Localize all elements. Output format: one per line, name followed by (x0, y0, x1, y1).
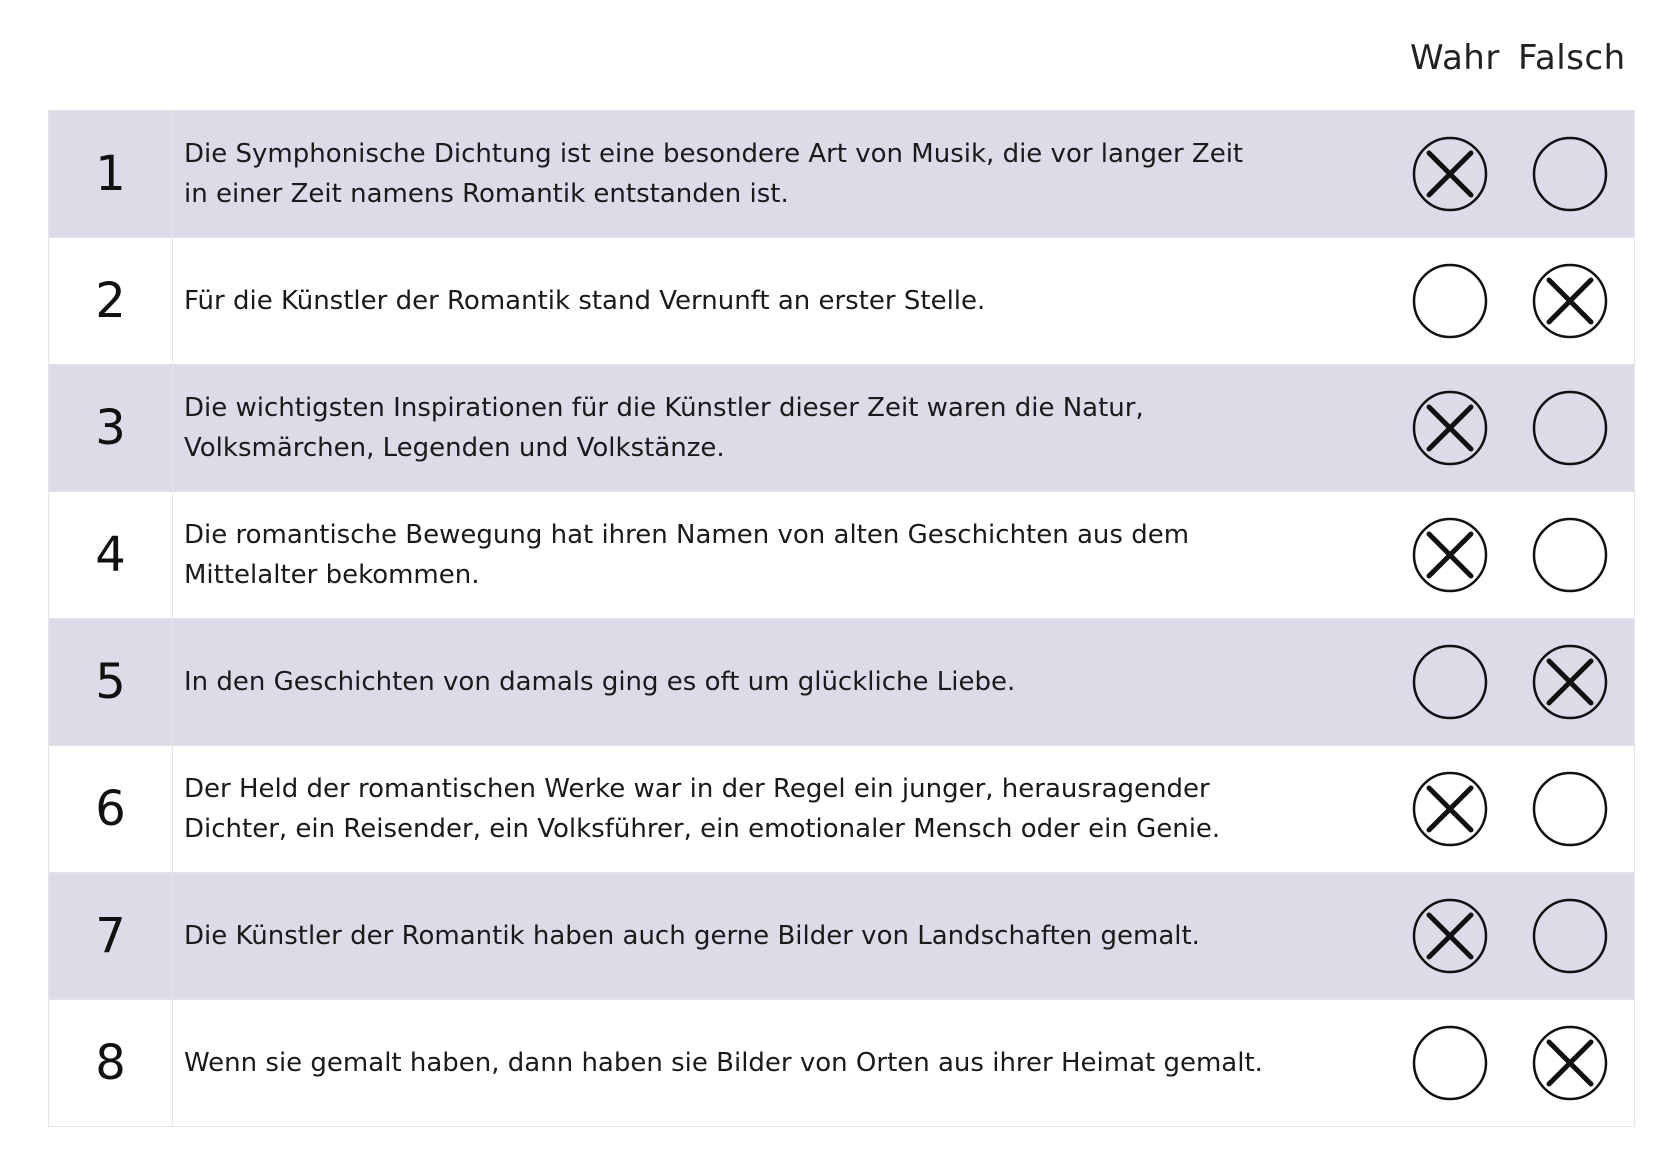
true-checkbox[interactable] (1411, 389, 1489, 467)
circle-icon (1531, 770, 1609, 848)
circle-icon (1531, 389, 1609, 467)
false-checkbox[interactable] (1531, 643, 1609, 721)
true-checkbox[interactable] (1411, 1024, 1489, 1102)
cross-mark-icon (1411, 770, 1489, 848)
false-column-label: Falsch (1518, 38, 1626, 78)
answer-marks (1407, 746, 1627, 872)
row-number: 3 (49, 365, 173, 491)
statement-text: Die wichtigsten Inspirationen für die Künstler dieser Zeit waren die Natur, Volksmärchen, Legenden und Volkstänze. (184, 393, 1144, 463)
circle-icon (1411, 643, 1489, 721)
answer-marks (1407, 111, 1627, 237)
cross-mark-icon (1411, 135, 1489, 213)
statement-text: Der Held der romantischen Werke war in der Regel ein junger, herausragender Dichter, ein Reisender, ein Volksführer, ein emotionaler Mensch oder ein Genie. (184, 774, 1221, 844)
true-checkbox[interactable] (1411, 643, 1489, 721)
false-checkbox[interactable] (1531, 135, 1609, 213)
row-number: 1 (49, 111, 173, 237)
row-number: 7 (49, 873, 173, 999)
row-number: 5 (49, 619, 173, 745)
false-checkbox[interactable] (1531, 262, 1609, 340)
table-row (49, 999, 1634, 1126)
cross-mark-icon (1531, 643, 1609, 721)
false-checkbox[interactable] (1531, 770, 1609, 848)
circle-icon (1531, 135, 1609, 213)
answer-marks (1407, 873, 1627, 999)
answer-marks (1407, 365, 1627, 491)
false-checkbox[interactable] (1531, 897, 1609, 975)
row-number: 2 (49, 238, 173, 364)
answer-marks (1407, 492, 1627, 618)
circle-icon (1531, 897, 1609, 975)
row-number: 8 (49, 1000, 173, 1126)
answer-column-header (1400, 38, 1640, 82)
table-row (49, 364, 1634, 491)
statement-text: In den Geschichten von damals ging es oft um glückliche Liebe. (184, 667, 1016, 697)
circle-icon (1531, 516, 1609, 594)
table-row (49, 111, 1634, 237)
cross-mark-icon (1531, 1024, 1609, 1102)
true-column-label: Wahr (1410, 38, 1500, 78)
false-checkbox[interactable] (1531, 389, 1609, 467)
row-number: 4 (49, 492, 173, 618)
statement-text: Die Künstler der Romantik haben auch gerne Bilder von Landschaften gemalt. (184, 921, 1200, 951)
true-checkbox[interactable] (1411, 770, 1489, 848)
table-row (49, 237, 1634, 364)
false-checkbox[interactable] (1531, 516, 1609, 594)
answer-marks (1407, 1000, 1627, 1126)
cross-mark-icon (1531, 262, 1609, 340)
true-checkbox[interactable] (1411, 262, 1489, 340)
cross-mark-icon (1411, 389, 1489, 467)
table-row (49, 618, 1634, 745)
true-checkbox[interactable] (1411, 135, 1489, 213)
circle-icon (1411, 1024, 1489, 1102)
answer-marks (1407, 238, 1627, 364)
circle-icon (1411, 262, 1489, 340)
statement-text: Die romantische Bewegung hat ihren Namen von alten Geschichten aus dem Mittelalter bekommen. (184, 520, 1190, 590)
table-row (49, 491, 1634, 618)
statement-text: Wenn sie gemalt haben, dann haben sie Bilder von Orten aus ihrer Heimat gemalt. (184, 1048, 1263, 1078)
true-checkbox[interactable] (1411, 897, 1489, 975)
row-number: 6 (49, 746, 173, 872)
cross-mark-icon (1411, 516, 1489, 594)
false-checkbox[interactable] (1531, 1024, 1609, 1102)
statement-text: Für die Künstler der Romantik stand Vernunft an erster Stelle. (184, 286, 986, 316)
table-row (49, 745, 1634, 872)
statement-text: Die Symphonische Dichtung ist eine besondere Art von Musik, die vor langer Zeit in einer Zeit namens Romantik entstanden ist. (184, 139, 1244, 209)
true-checkbox[interactable] (1411, 516, 1489, 594)
table-row (49, 872, 1634, 999)
statement-table (48, 110, 1635, 1127)
answer-marks (1407, 619, 1627, 745)
cross-mark-icon (1411, 897, 1489, 975)
